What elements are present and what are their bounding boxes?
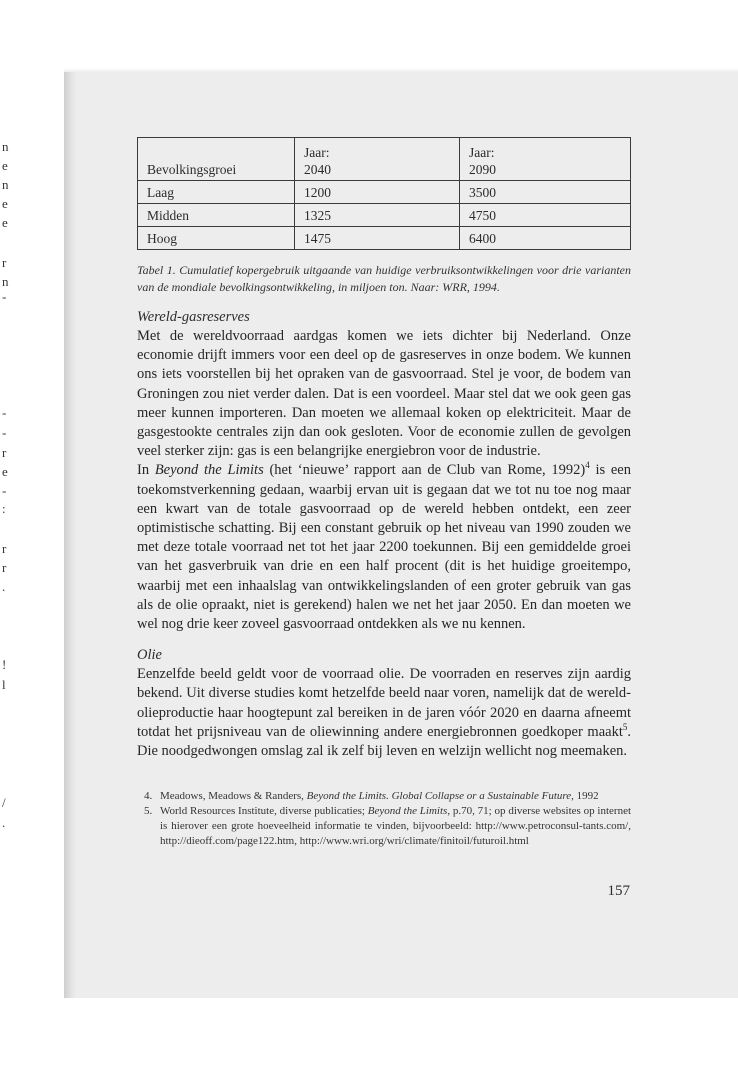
row-value-2090: 6400 <box>460 227 631 250</box>
header-year-label: Jaar: <box>304 145 330 160</box>
text-run: is een toekomstverkenning gedaan, waarbij ervan uit is gegaan dat we tot nu toe nog maar een kwart van de totale gasvoorraad op de wereld hebben ontdekt, een zeer optimistische schatting. Bij een constant gebruik op het niveau van 1990 zouden we met deze totale voorraad net tot het jaar 2200 toekunnen. Bij een gemiddelde groei van het gasverbruik van drie en een half procent (dit is het huidige groeitempo, waarbij met een inhaalslag van ontwikkelingslanden of een groter gebruik van gas als de olie opraakt, niet is gerekend) halen we net het jaar 2050. En dan moeten we wel nog drie keer zoveel gasvoorraad ontdekken als we nu kennen. <box>137 462 631 633</box>
prev-page-fragment: n <box>2 177 9 192</box>
text-run: . Die noodgedwongen omslag zal ik zelf bij leven en welzijn wellicht nog meemaken. <box>137 723 631 760</box>
table-row <box>138 204 631 227</box>
prev-page-fragment: . <box>2 815 6 830</box>
text-run: (het ‘nieuwe’ rapport aan de Club van Rome, 1992) <box>263 462 586 479</box>
footnote-text <box>160 789 631 804</box>
footnote-title: Beyond the Limits. Global Collapse or a Sustainable Future, <box>306 790 574 803</box>
prev-page-fragment: r <box>2 445 7 460</box>
prev-page-fragment: . <box>2 579 6 594</box>
prev-page-fragment: - <box>2 405 7 420</box>
copper-usage-table <box>137 137 631 250</box>
header-year-value: 2040 <box>304 162 331 177</box>
header-year-value: 2090 <box>469 162 496 177</box>
row-value-2090: 3500 <box>460 181 631 204</box>
paragraph-gas-intro: Met de wereldvoorraad aardgas komen we iets dichter bij Nederland. Onze economie drijft immers voor een deel op de gasreserves in onze bodem. We kunnen ons iets voorstellen bij het opraken van de gasvoorraad. Stel je voor, de bodem van Groningen zou niet verder dalen. Dat is een voordeel. Maar stel dat we ook geen gas meer kunnen importeren. Dan moeten we allemaal koken op elektriciteit. Maar de gasgestookte centrales zijn dan ook gesloten. Voor de economie zullen de gevolgen veel sterker zijn: gas is een belangrijke energiebron voor de industrie. <box>137 328 631 460</box>
prev-page-fragment: r <box>2 560 7 575</box>
book-title: Beyond the Limits <box>154 462 264 479</box>
prev-page-fragment: e <box>2 196 8 211</box>
footnote-4 <box>137 789 631 804</box>
paragraph-beyond-the-limits <box>137 461 631 634</box>
prev-page-fragment: ! <box>2 657 7 672</box>
section-title-oil: Olie <box>137 647 162 664</box>
header-year-label: Jaar: <box>469 145 495 160</box>
prev-page-fragment: l <box>2 677 6 692</box>
text-run: World Resources Institute, diverse publicaties; <box>160 805 368 818</box>
row-value-2090: 4750 <box>460 204 631 227</box>
footnote-5 <box>137 804 631 849</box>
table-caption: Tabel 1. Cumulatief kopergebruik uitgaande van huidige verbruiksontwikkelingen voor drie varianten van de mondiale bevolkingsontwikkeling, in miljoen ton. Naar: WRR, 1994. <box>137 263 631 294</box>
prev-page-fragment: / <box>2 795 6 810</box>
text-run: , p.70, 71; op diverse websites op internet is hierover een grote hoeveelheid informatie te vinden, bijvoorbeeld: http://www.petroconsul-tants.com/, http://dieoff.com/page122.htm, http://www.wri.org/wri/climate/finitoil/futuroil.html <box>160 805 632 848</box>
table-row <box>138 227 631 250</box>
row-value-2040: 1475 <box>295 227 460 250</box>
prev-page-fragment: - <box>2 483 7 498</box>
text-run: 1992 <box>573 790 599 803</box>
row-value-2040: 1200 <box>295 181 460 204</box>
page-number: 157 <box>607 883 630 899</box>
table-header-row <box>138 138 631 181</box>
prev-page-fragment: e <box>2 215 8 230</box>
row-label: Hoog <box>138 227 295 250</box>
previous-page-edge-text <box>0 140 14 840</box>
footnote-text <box>160 804 631 849</box>
footnote-number: 4. <box>144 790 153 803</box>
prev-page-fragment: n <box>2 274 9 289</box>
table-row <box>138 181 631 204</box>
prev-page-fragment: - <box>2 425 7 440</box>
row-label: Midden <box>138 204 295 227</box>
header-population-growth: Bevolkingsgroei <box>138 138 295 181</box>
row-value-2040: 1325 <box>295 204 460 227</box>
prev-page-fragment: r <box>2 541 7 556</box>
prev-page-fragment: : <box>2 501 6 516</box>
prev-page-fragment: n <box>2 139 9 154</box>
row-label: Laag <box>138 181 295 204</box>
book-gutter <box>64 72 76 998</box>
text-run: Eenzelfde beeld geldt voor de voorraad olie. De voorraden en reserves zijn aardig bekend. Uit diverse studies komt hetzelfde beeld naar voren, namelijk dat de wereld-olieproductie haar hoogtepunt zal bereiken in de jaren vóór 2020 en daarna afneemt totdat het prijsniveau van de oliewinning andere energiebronnen goedkoper maakt <box>137 666 631 740</box>
footnotes <box>137 789 631 849</box>
paragraph-oil <box>137 665 631 761</box>
section-title-gas-reserves: Wereld-gasreserves <box>137 309 250 325</box>
header-year-2040 <box>295 138 460 181</box>
footnote-ref-4: 4 <box>585 460 590 471</box>
text-run: Meadows, Meadows & Randers, <box>160 790 307 803</box>
prev-page-fragment: e <box>2 464 8 479</box>
footnote-ref-5: 5 <box>622 722 628 733</box>
prev-page-fragment: - <box>2 289 7 304</box>
page-content <box>137 137 631 849</box>
footnote-title: Beyond the Limits <box>367 805 448 818</box>
text-run: In <box>137 462 155 479</box>
footnote-number: 5. <box>144 805 153 818</box>
prev-page-fragment: e <box>2 158 8 173</box>
header-year-2090 <box>460 138 631 181</box>
prev-page-fragment: r <box>2 255 7 270</box>
